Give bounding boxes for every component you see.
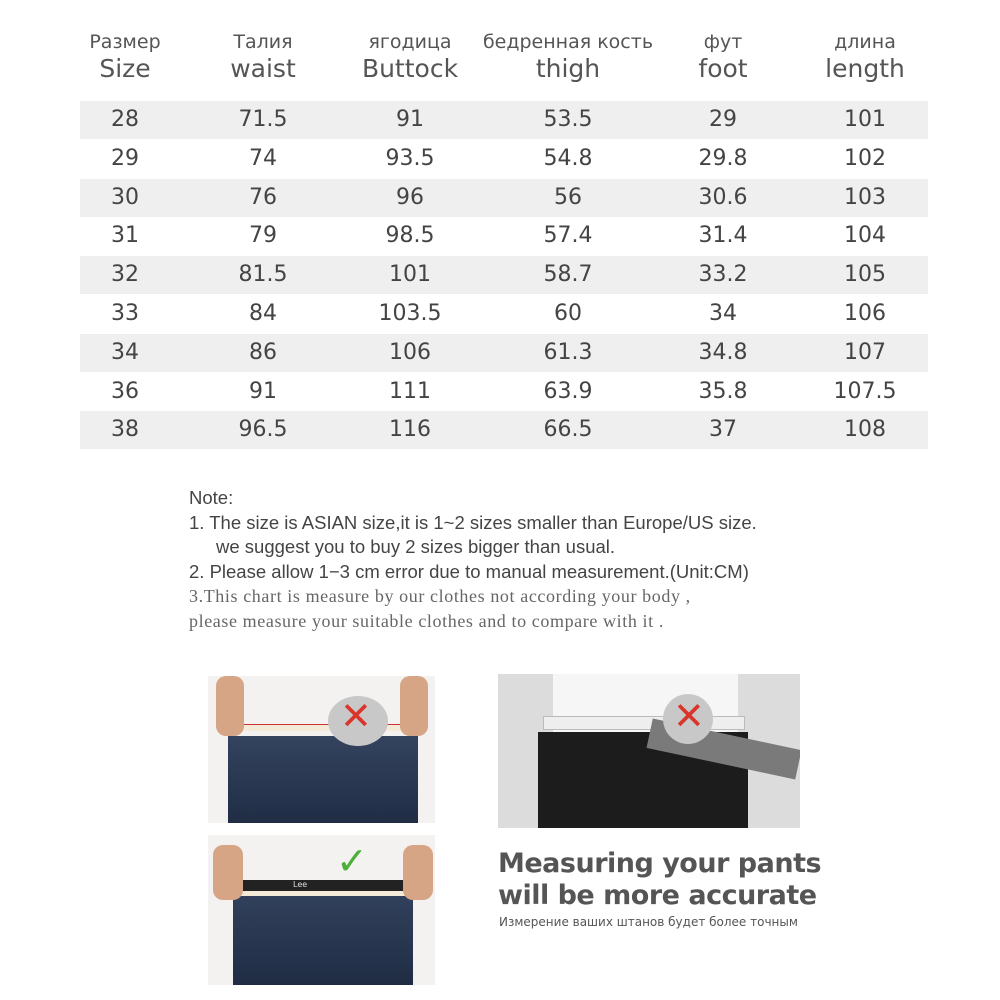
table-cell: 79	[249, 223, 277, 249]
table-cell: 96	[396, 184, 424, 210]
table-cell: 81.5	[238, 262, 288, 288]
header-en: thigh	[535, 54, 601, 83]
table-cell: 29.8	[698, 145, 748, 171]
table-cell: 84	[249, 301, 277, 326]
tape-measure	[218, 724, 428, 731]
table-cell: 107.5	[833, 378, 897, 404]
column-header	[478, 30, 658, 84]
table-cell: 63.9	[543, 378, 593, 404]
check-icon: ✓	[336, 839, 368, 883]
photo-right-measure	[208, 835, 435, 985]
table-row	[80, 373, 928, 411]
note-1b: we suggest you to buy 2 sizes bigger than usual.	[216, 536, 616, 557]
table-cell: 76	[249, 184, 277, 210]
table-cell: 103.5	[378, 301, 442, 326]
table-cell: 38	[111, 417, 139, 443]
header-en: foot	[698, 54, 748, 83]
table-cell: 34	[111, 339, 139, 365]
header-ru: фут	[703, 31, 743, 53]
table-cell: 106	[844, 301, 886, 326]
table-cell: 54.8	[543, 145, 593, 171]
photo-body-measure	[498, 674, 800, 828]
hand-right	[400, 676, 428, 736]
table-row	[80, 295, 928, 333]
table-cell: 107	[844, 339, 886, 365]
table-cell: 103	[844, 184, 886, 210]
header-en: length	[825, 54, 905, 83]
header-en: waist	[230, 54, 296, 83]
table-cell: 101	[389, 262, 431, 288]
table-cell: 31	[111, 223, 139, 249]
note-3: 3.This chart is measure by our clothes not according your body ,	[189, 586, 691, 606]
table-cell: 104	[844, 223, 886, 249]
caption-ru: Измерение ваших штанов будет более точным	[499, 915, 798, 929]
table-cell: 31.4	[698, 223, 748, 249]
header-ru: длина	[834, 31, 896, 53]
table-cell: 29	[111, 145, 139, 171]
caption-line-2: will be more accurate	[498, 880, 817, 911]
table-cell: 34.8	[698, 339, 748, 365]
notes-title: Note:	[189, 487, 234, 508]
photo-wrong-measure	[208, 676, 435, 823]
table-cell: 29	[709, 107, 737, 132]
table-cell: 116	[389, 417, 431, 443]
table-cell: 32	[111, 262, 139, 288]
caption-line-1: Measuring your pants	[498, 848, 822, 879]
table-cell: 33	[111, 301, 139, 326]
hand-right	[403, 845, 433, 900]
header-ru: бедренная кость	[482, 31, 654, 53]
hand-left	[213, 845, 243, 900]
hand-left	[216, 676, 244, 736]
table-cell: 74	[249, 145, 277, 171]
table-cell: 102	[844, 145, 886, 171]
wrong-icon: ✕	[340, 694, 372, 738]
tape-measure	[228, 891, 418, 896]
table-cell: 71.5	[238, 107, 288, 132]
note-2: 2. Please allow 1−3 cm error due to manual measurement.(Unit:CM)	[189, 560, 749, 582]
table-cell: 111	[389, 378, 431, 404]
column-header	[320, 30, 500, 84]
table-row	[80, 411, 928, 449]
table-cell: 96.5	[238, 417, 288, 443]
table-cell: 56	[554, 184, 582, 210]
wrong-icon: ✕	[673, 694, 705, 738]
table-cell: 34	[709, 301, 737, 326]
table-cell: 36	[111, 378, 139, 404]
header-ru: ягодица	[368, 31, 452, 53]
table-cell: 28	[111, 107, 139, 132]
table-cell: 98.5	[385, 223, 435, 249]
table-cell: 58.7	[543, 262, 593, 288]
table-row	[80, 101, 928, 139]
table-cell: 57.4	[543, 223, 593, 249]
table-cell: 86	[249, 339, 277, 365]
table-cell: 93.5	[385, 145, 435, 171]
table-cell: 108	[844, 417, 886, 443]
note-3b: please measure your suitable clothes and to compare with it .	[189, 610, 664, 631]
table-cell: 30	[111, 184, 139, 210]
table-cell: 33.2	[698, 262, 748, 288]
brand-label: Lee	[293, 880, 308, 889]
column-header	[775, 30, 955, 84]
table-cell: 35.8	[698, 378, 748, 404]
table-row	[80, 217, 928, 255]
table-cell: 37	[709, 417, 737, 443]
jeans-image	[233, 885, 413, 985]
table-cell: 66.5	[543, 417, 593, 443]
jeans-image	[228, 736, 418, 823]
table-cell: 30.6	[698, 184, 748, 210]
table-cell: 53.5	[543, 107, 593, 132]
tape-measure	[543, 716, 745, 730]
table-cell: 91	[249, 378, 277, 404]
table-cell: 105	[844, 262, 886, 288]
table-row	[80, 140, 928, 178]
table-cell: 106	[389, 339, 431, 365]
table-row	[80, 334, 928, 372]
header-en: Buttock	[361, 54, 459, 83]
caption	[498, 848, 821, 912]
header-ru: Талия	[233, 31, 293, 53]
header-en: Size	[99, 54, 151, 83]
table-cell: 91	[396, 107, 424, 132]
header-ru: Размер	[89, 31, 161, 53]
table-cell: 101	[844, 107, 886, 132]
note-1: 1. The size is ASIAN size,it is 1~2 sizes smaller than Europe/US size.	[189, 511, 757, 533]
table-row	[80, 256, 928, 294]
table-cell: 60	[554, 301, 582, 326]
table-row	[80, 179, 928, 217]
table-cell: 61.3	[543, 339, 593, 365]
notes	[189, 486, 757, 633]
